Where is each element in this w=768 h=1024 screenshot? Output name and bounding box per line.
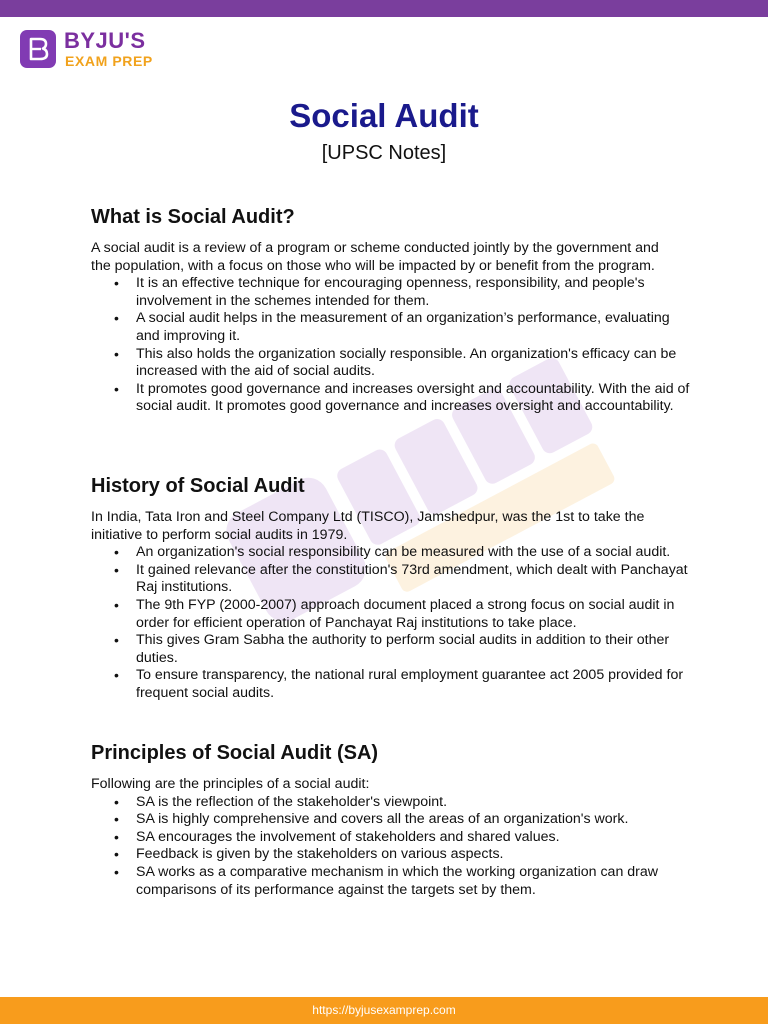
bullet-list xyxy=(91,544,696,702)
footer-bar xyxy=(0,997,768,1024)
byjus-logo-icon xyxy=(20,30,56,68)
list-item: • The 9th FYP (2000-2007) approach document placed a strong focus on social audit in order for efficient operation of Panchayat Raj institutions to take place. xyxy=(136,597,696,632)
list-item: • SA works as a comparative mechanism in which the working organization can draw comparisons of its performance against the targets set by them. xyxy=(136,864,696,899)
section-intro: In India, Tata Iron and Steel Company Ltd (TISCO), Jamshedpur, was the 1st to take the initiative to perform social audits in 1979. xyxy=(91,509,645,543)
list-item: • SA is the reflection of the stakeholder's viewpoint. xyxy=(136,794,696,812)
list-item: • A social audit helps in the measurement of an organization’s performance, evaluating and improving it. xyxy=(136,310,696,345)
list-item: • It gained relevance after the constitution's 73rd amendment, which dealt with Panchayat Raj institutions. xyxy=(136,562,696,597)
list-item: • To ensure transparency, the national rural employment guarantee act 2005 provided for frequent social audits. xyxy=(136,667,696,702)
section-heading: History of Social Audit xyxy=(91,475,305,497)
page-subtitle: [UPSC Notes] xyxy=(321,142,447,164)
list-item: • This also holds the organization socially responsible. An organization's efficacy can be increased with the aid of social audits. xyxy=(136,346,696,381)
section-heading: Principles of Social Audit (SA) xyxy=(91,742,379,764)
section-history-of-social-audit xyxy=(91,474,691,703)
section-heading: What is Social Audit? xyxy=(91,206,295,228)
list-item: • This gives Gram Sabha the authority to perform social audits in addition to their other duties. xyxy=(136,632,696,667)
bullet-list xyxy=(91,275,696,416)
section-what-is-social-audit xyxy=(91,205,691,416)
bullet-list xyxy=(91,794,696,900)
top-bar xyxy=(0,0,768,17)
list-item: • SA is highly comprehensive and covers all the areas of an organization's work. xyxy=(136,811,696,829)
brand-logo xyxy=(20,28,160,76)
list-item: • It promotes good governance and increases oversight and accountability. With the aid of social audit. It promotes good governance and increases oversight and accountability. xyxy=(136,381,696,416)
section-intro: Following are the principles of a social audit: xyxy=(91,776,370,792)
section-intro: A social audit is a review of a program or scheme conducted jointly by the government and the population, with a focus on those who will be impacted by or benefit from the program. xyxy=(91,240,659,274)
page-title: Social Audit xyxy=(289,97,479,134)
list-item: • It is an effective technique for encouraging openness, responsibility, and people's involvement in the schemes intended for them. xyxy=(136,275,696,310)
list-item: • SA encourages the involvement of stakeholders and shared values. xyxy=(136,829,696,847)
logo-sub: EXAM PREP xyxy=(65,53,153,69)
list-item: • Feedback is given by the stakeholders on various aspects. xyxy=(136,846,696,864)
section-principles-of-social-audit xyxy=(91,741,691,899)
list-item: • An organization's social responsibility can be measured with the use of a social audit. xyxy=(136,544,696,562)
logo-name: BYJU'S xyxy=(64,28,146,53)
footer-url-link[interactable]: https://byjusexamprep.com xyxy=(312,1003,456,1017)
